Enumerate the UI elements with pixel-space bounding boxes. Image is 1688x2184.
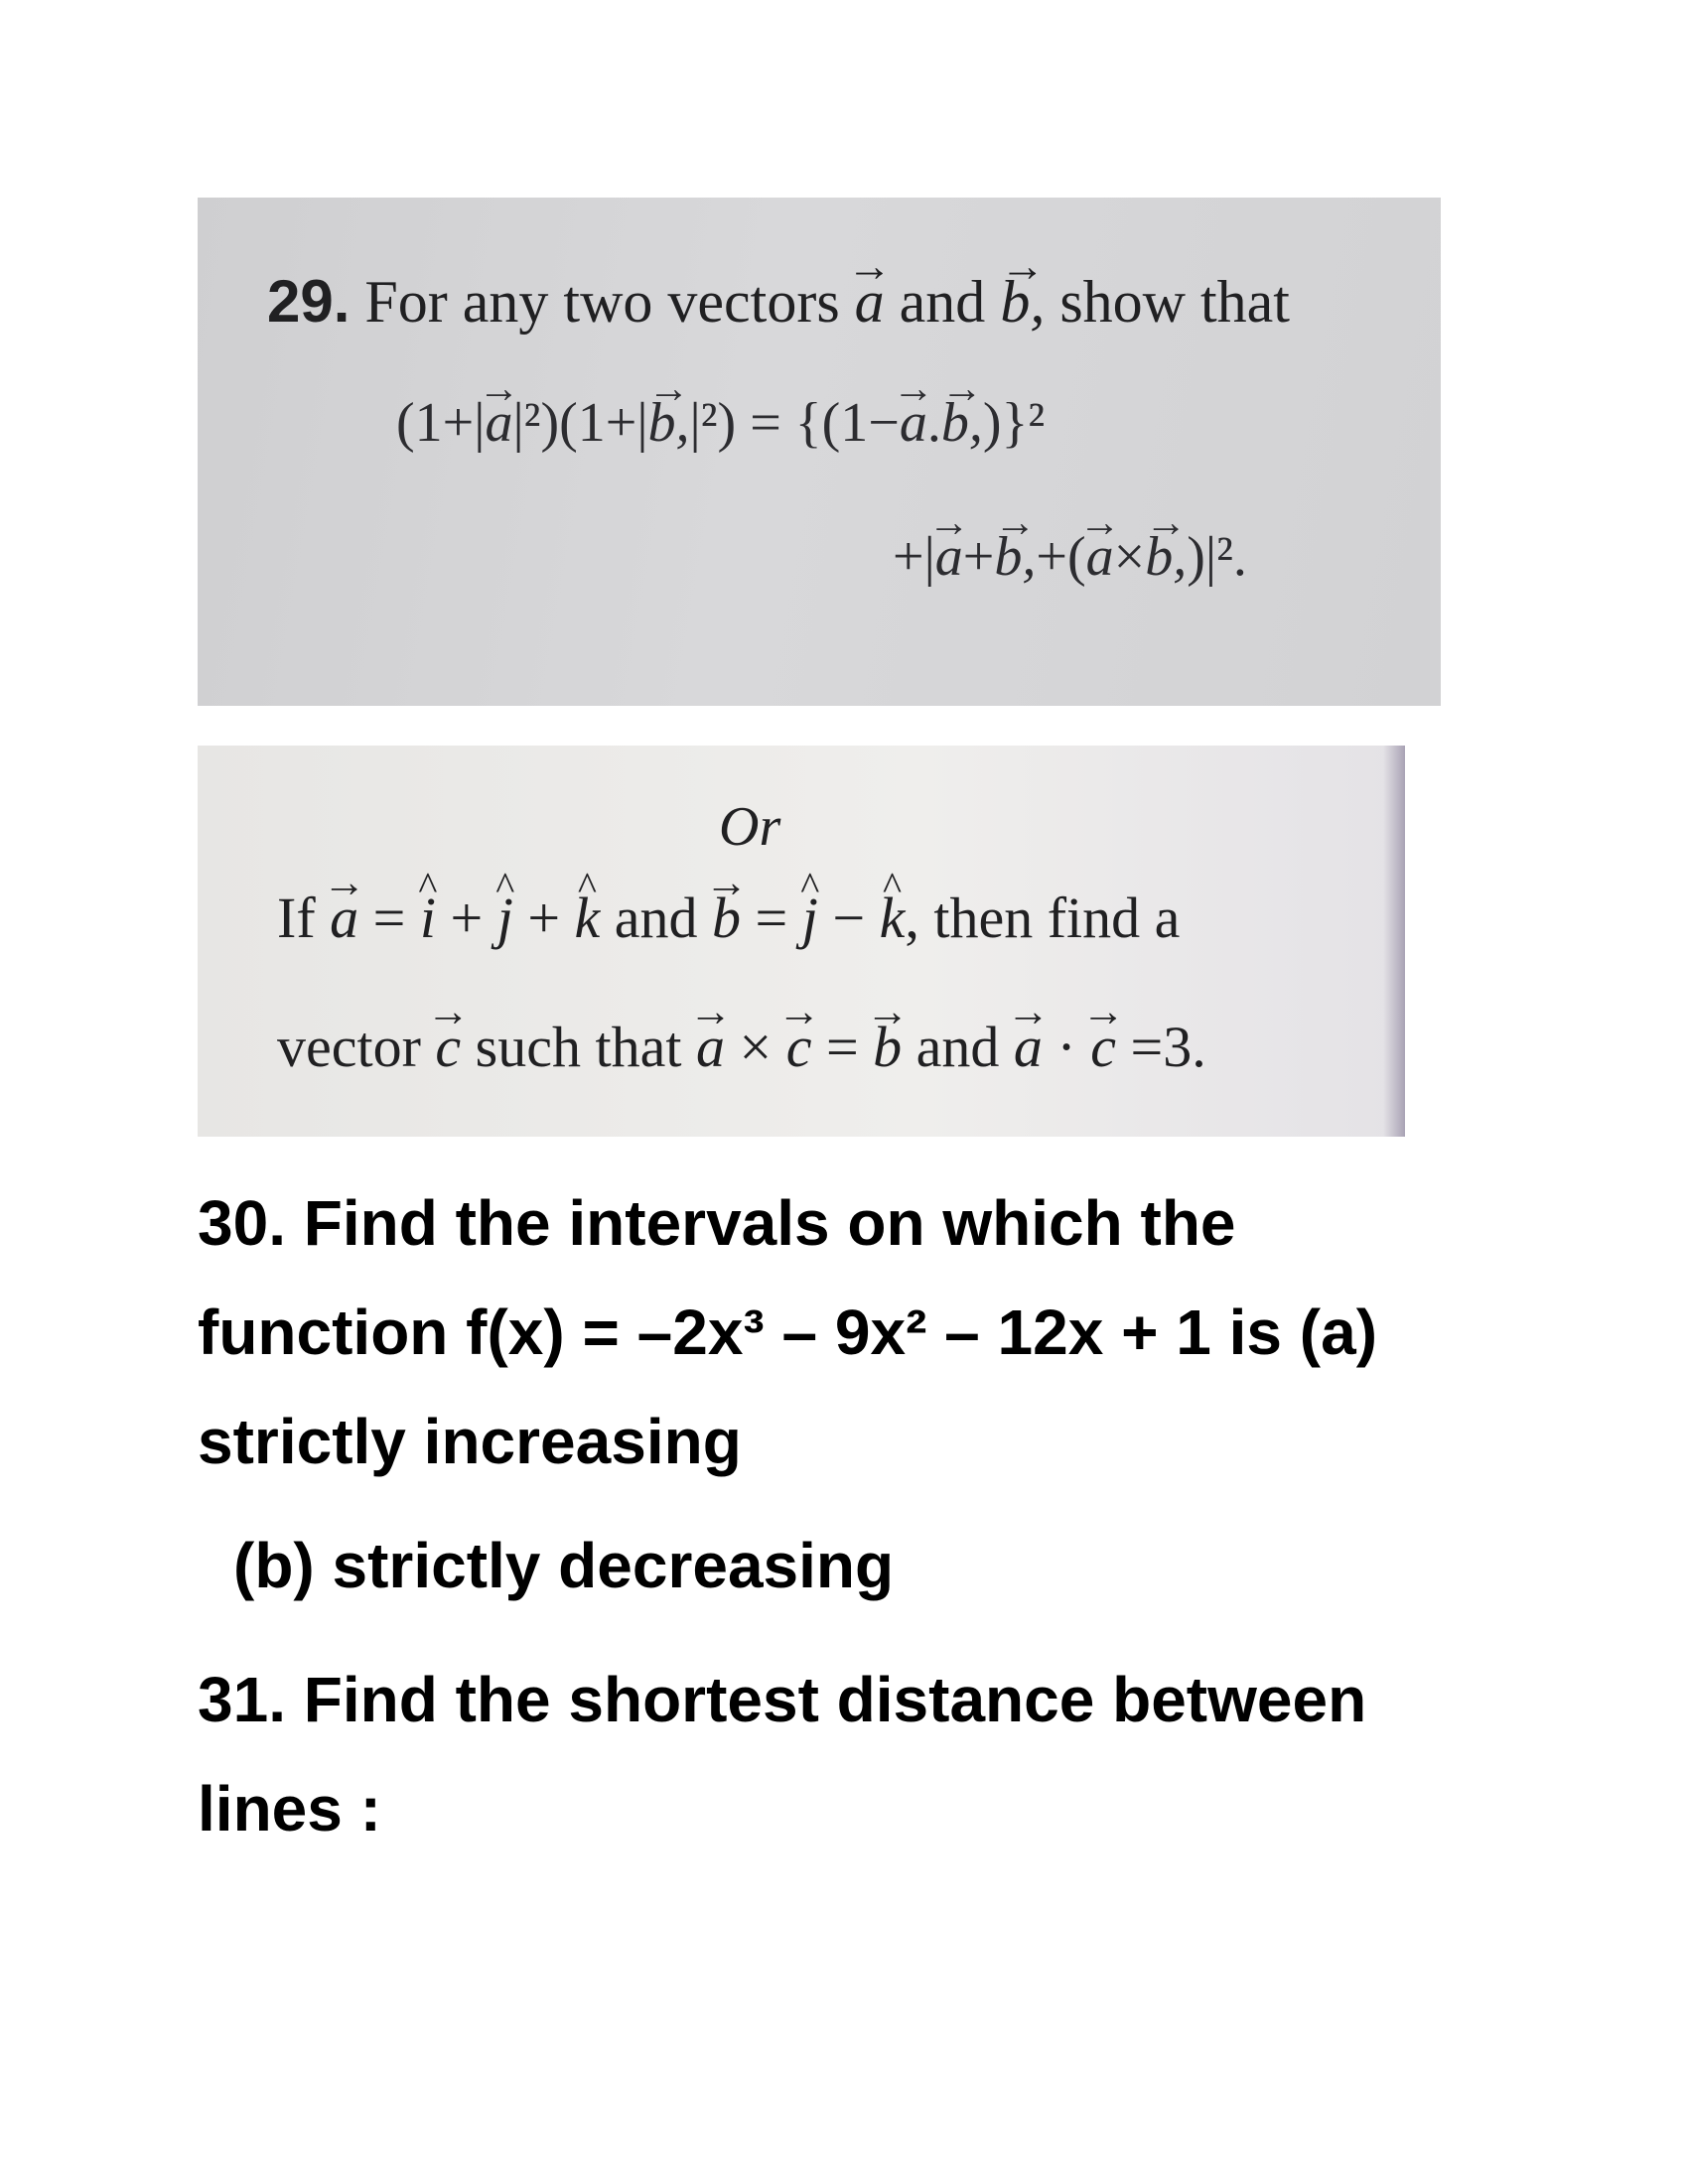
dot-operator: · — [1056, 1015, 1076, 1079]
vector-c: → c — [786, 1014, 812, 1080]
question-30-line-3: strictly increasing — [198, 1406, 742, 1477]
vector-a: → a — [1014, 1014, 1043, 1080]
plus-sign: + — [450, 886, 484, 950]
unit-vector-k: ^ k — [575, 885, 601, 951]
question-29-or-photo — [198, 746, 1405, 1137]
equals-sign: = — [825, 1015, 859, 1079]
unit-vector-j: ^ j — [802, 885, 818, 951]
vector-a: → a — [1086, 525, 1114, 589]
question-31-line-1: 31. Find the shortest distance between — [198, 1664, 1367, 1735]
vector-b: → b, — [1000, 268, 1045, 337]
eq-part: + — [962, 526, 995, 588]
equals-sign: = — [755, 886, 788, 950]
vector-a: → a — [485, 391, 512, 455]
eq-part: |²) = {(1− — [689, 392, 900, 454]
and-word: and — [899, 269, 986, 335]
question-30-line-1: 30. Find the intervals on which the — [198, 1187, 1236, 1259]
vector-word: vector — [277, 1015, 421, 1079]
vector-b: → b, — [648, 391, 690, 455]
identity-line-1 — [396, 391, 1045, 455]
vector-a: → a — [900, 391, 927, 455]
intro-suffix: show that — [1059, 269, 1290, 335]
unit-vector-j: ^ j — [497, 885, 513, 951]
then-text: , then find a — [905, 886, 1181, 950]
minus-sign: − — [832, 886, 866, 950]
such-that-text: such that — [475, 1015, 682, 1079]
if-word: If — [277, 886, 316, 950]
vector-c: → c — [435, 1014, 461, 1080]
identity-line-2 — [893, 525, 1247, 589]
vector-b: → b, — [941, 391, 983, 455]
or-label: Or — [719, 796, 781, 858]
unit-vector-k: ^ k — [880, 885, 906, 951]
vector-b: → b, — [1145, 525, 1187, 589]
question-29-intro — [267, 267, 1290, 337]
eq-part: )|². — [1187, 526, 1247, 588]
unit-vector-i: ^ i — [420, 885, 436, 951]
question-29-photo — [198, 198, 1441, 706]
vector-c: → c — [1090, 1014, 1116, 1080]
eq-part: )}² — [982, 392, 1046, 454]
vector-a: → a — [935, 525, 963, 589]
eq-part: +( — [1036, 526, 1086, 588]
vector-b: → b, — [994, 525, 1036, 589]
vector-a: → a — [696, 1014, 725, 1080]
question-31-line-2: lines : — [198, 1773, 381, 1844]
dot-operator: . — [926, 392, 941, 454]
equals-three: =3. — [1130, 1015, 1206, 1079]
page-edge-shadow — [1383, 746, 1405, 1137]
and-word: and — [614, 886, 698, 950]
and-word: and — [915, 1015, 1000, 1079]
or-line-2 — [277, 1014, 1206, 1080]
eq-part: (1+| — [396, 392, 486, 454]
vector-a: → a — [330, 885, 358, 951]
eq-part: +| — [893, 526, 935, 588]
equals-sign: = — [372, 886, 406, 950]
plus-sign: + — [527, 886, 561, 950]
question-29-number: 29. — [267, 268, 351, 335]
cross-operator: × — [739, 1015, 773, 1079]
question-30-line-4: (b) strictly decreasing — [233, 1530, 895, 1601]
intro-prefix: For any two vectors — [364, 269, 840, 335]
or-line-1 — [277, 885, 1180, 951]
cross-operator: × — [1113, 526, 1146, 588]
vector-b: → b — [873, 1014, 902, 1080]
vector-b: → b — [712, 885, 741, 951]
question-30-line-2: function f(x) = –2x³ – 9x² – 12x + 1 is (a) — [198, 1297, 1377, 1368]
eq-part: |²)(1+| — [512, 392, 648, 454]
vector-a: → a — [855, 268, 885, 337]
